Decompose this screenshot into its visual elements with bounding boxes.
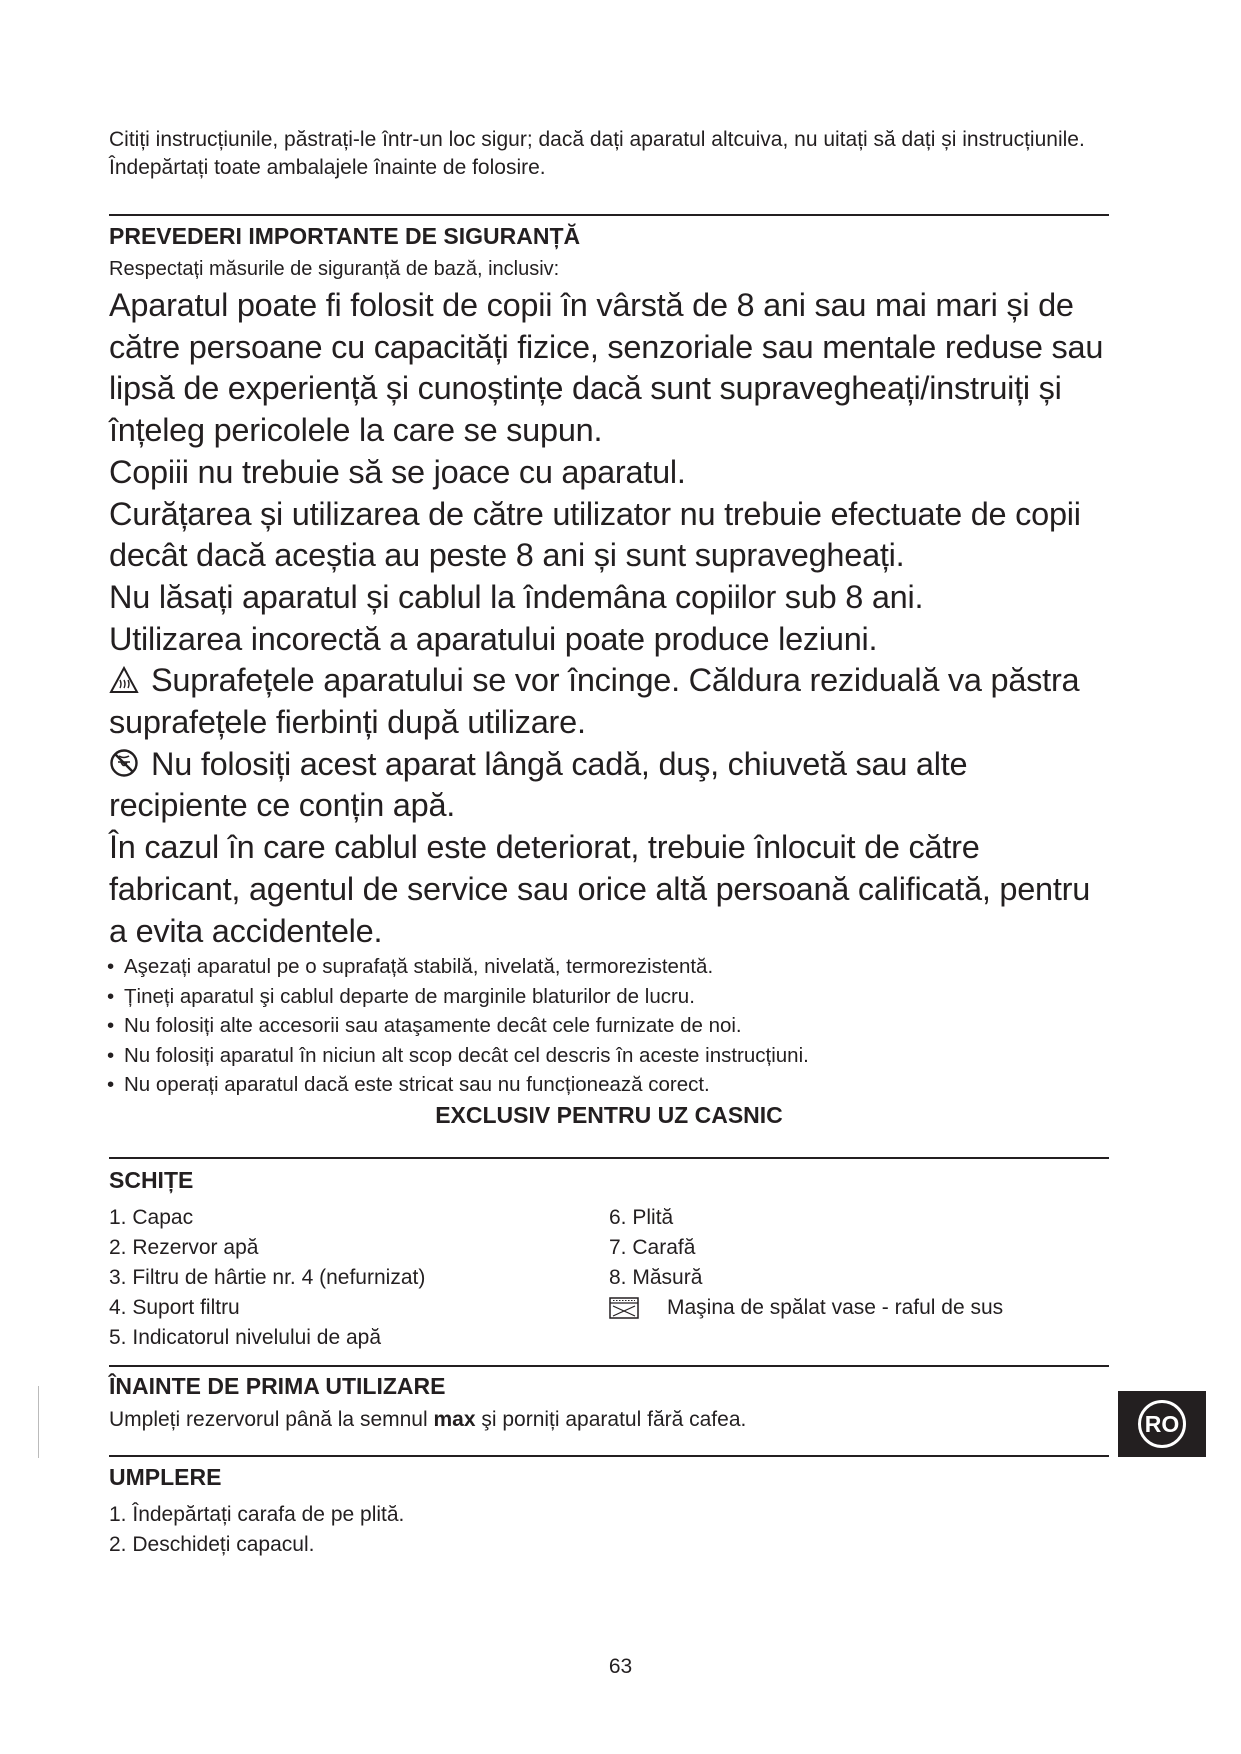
bullet-text: Nu operați aparatul dacă este stricat sau nu funcționează corect.	[124, 1073, 710, 1097]
list-item	[609, 1233, 1109, 1263]
bullet-icon: •	[107, 1014, 115, 1038]
text-part: şi porniți aparatul fără cafea.	[475, 1407, 747, 1431]
before-first-use-text	[109, 1405, 1109, 1435]
safety-paragraph: Copiii nu trebuie să se joace cu aparatul.	[109, 453, 686, 490]
list-item	[109, 1070, 1109, 1100]
bullet-text: Țineți aparatul şi cablul departe de marginile blaturilor de lucru.	[124, 984, 695, 1008]
intro-text: Citiți instrucțiunile, păstrați-le într-un loc sigur; dacă dați aparatul altcuiva, nu uitați să dați și instrucțiunile. Îndepărtați toate ambalajele înainte de folosire.	[109, 128, 1085, 179]
item-label: Îndepărtați carafa de pe plită.	[132, 1502, 405, 1526]
item-number: 1.	[109, 1205, 127, 1229]
safety-paragraph: Aparatul poate fi folosit de copii în vârstă de 8 ani sau mai mari și de către persoane cu capacități fizice, senzoriale sau mentale reduse sau lipsă de experiență și cunoștințe dacă sunt supravegheați/instruiți și înțeleg pericolele la care se supun.	[109, 287, 1104, 449]
sketches-heading: SCHIȚE	[109, 1166, 194, 1193]
bullet-text: Nu folosiți alte accesorii sau ataşamente decât cele furnizate de noi.	[124, 1014, 742, 1038]
parts-column-right	[609, 1203, 1109, 1353]
safety-large-text	[109, 285, 1109, 952]
list-item	[609, 1263, 1109, 1293]
list-item	[109, 1293, 609, 1323]
list-item	[109, 1011, 1109, 1041]
before-first-use-heading: ÎNAINTE DE PRIMA UTILIZARE	[109, 1372, 446, 1399]
list-item	[109, 952, 1109, 982]
item-label: Filtru de hârtie nr. 4 (nefurnizat)	[132, 1265, 426, 1289]
bullet-text: Nu folosiți aparatul în niciun alt scop decât cel descris în aceste instrucțiuni.	[124, 1043, 809, 1067]
item-number: 1.	[109, 1502, 127, 1526]
safety-bullet-list	[109, 952, 1109, 1100]
section-divider	[109, 1455, 1109, 1457]
list-item	[109, 1530, 1109, 1560]
hot-surface-text: Suprafețele aparatului se vor încinge. Căldura reziduală va păstra suprafețele fierbinți după utilizare.	[109, 662, 1080, 741]
item-number: 4.	[109, 1295, 127, 1319]
list-item	[109, 982, 1109, 1012]
page-number: 63	[608, 1655, 633, 1678]
text-part: Umpleți rezervorul până la semnul	[109, 1407, 434, 1431]
item-number: 6.	[609, 1205, 627, 1229]
bullet-icon: •	[107, 1043, 115, 1067]
max-mark-text: max	[433, 1407, 476, 1431]
item-label: Capac	[132, 1205, 194, 1229]
list-item	[609, 1203, 1109, 1233]
item-label: Suport filtru	[132, 1295, 240, 1319]
parts-column-left	[109, 1203, 609, 1353]
item-label: Deschideți capacul.	[132, 1532, 315, 1556]
page-content	[109, 126, 1109, 1560]
safety-lead: Respectați măsurile de siguranță de bază, inclusiv:	[109, 258, 560, 280]
list-item	[109, 1323, 609, 1353]
list-item	[109, 1233, 609, 1263]
dishwasher-item	[609, 1293, 1109, 1323]
list-item	[109, 1203, 609, 1233]
list-item	[109, 1263, 609, 1293]
no-water-warning	[109, 744, 1109, 827]
language-badge	[1118, 1391, 1206, 1457]
safety-heading: PREVEDERI IMPORTANTE DE SIGURANȚĂ	[109, 223, 581, 249]
margin-divider	[38, 1386, 39, 1458]
item-number: 2.	[109, 1235, 127, 1259]
language-badge-circle: RO	[1138, 1400, 1186, 1448]
sketches-parts-list	[109, 1203, 1109, 1353]
bullet-icon: •	[107, 984, 115, 1008]
safety-paragraph: Curățarea și utilizarea de către utilizator nu trebuie efectuate de copii decât dacă aceștia au peste 8 ani și sunt supravegheați.	[109, 495, 1081, 574]
dishwasher-icon	[609, 1297, 639, 1319]
bullet-icon: •	[107, 955, 115, 979]
bullet-text: Aşezați aparatul pe o suprafață stabilă, nivelată, termorezistentă.	[124, 955, 714, 979]
item-label: Rezervor apă	[132, 1235, 259, 1259]
list-item	[109, 1500, 1109, 1530]
hot-surface-warning	[109, 660, 1109, 743]
item-number: 5.	[109, 1325, 127, 1349]
item-number: 3.	[109, 1265, 127, 1289]
filling-steps-list	[109, 1500, 1109, 1560]
item-number: 2.	[109, 1532, 127, 1556]
item-number: 8.	[609, 1265, 627, 1289]
dishwasher-label: Maşina de spălat vase - raful de sus	[667, 1295, 1004, 1319]
item-number: 7.	[609, 1235, 627, 1259]
item-label: Carafă	[632, 1235, 696, 1259]
item-label: Măsură	[632, 1265, 703, 1289]
item-label: Plită	[632, 1205, 674, 1229]
hot-surface-warning-icon	[109, 666, 139, 694]
bullet-icon: •	[107, 1073, 115, 1097]
safety-paragraph: Nu lăsați aparatul și cablul la îndemâna copiilor sub 8 ani.	[109, 578, 924, 615]
filling-heading: UMPLERE	[109, 1463, 222, 1490]
household-only-notice: EXCLUSIV PENTRU UZ CASNIC	[435, 1101, 783, 1128]
item-label: Indicatorul nivelului de apă	[132, 1325, 382, 1349]
section-divider	[109, 214, 1109, 216]
section-divider	[109, 1365, 1109, 1367]
section-divider	[109, 1157, 1109, 1159]
no-water-text: Nu folosiți acest aparat lângă cadă, duş, chiuvetă sau alte recipiente ce conțin apă.	[109, 745, 968, 824]
no-water-icon	[109, 748, 139, 778]
list-item	[109, 1041, 1109, 1071]
cable-text: În cazul în care cablul este deteriorat, trebuie înlocuit de către fabricant, agentul de service sau orice altă persoană calificată, pentru a evita accidentele.	[109, 829, 1091, 949]
safety-paragraph: Utilizarea incorectă a aparatului poate produce leziuni.	[109, 620, 878, 657]
